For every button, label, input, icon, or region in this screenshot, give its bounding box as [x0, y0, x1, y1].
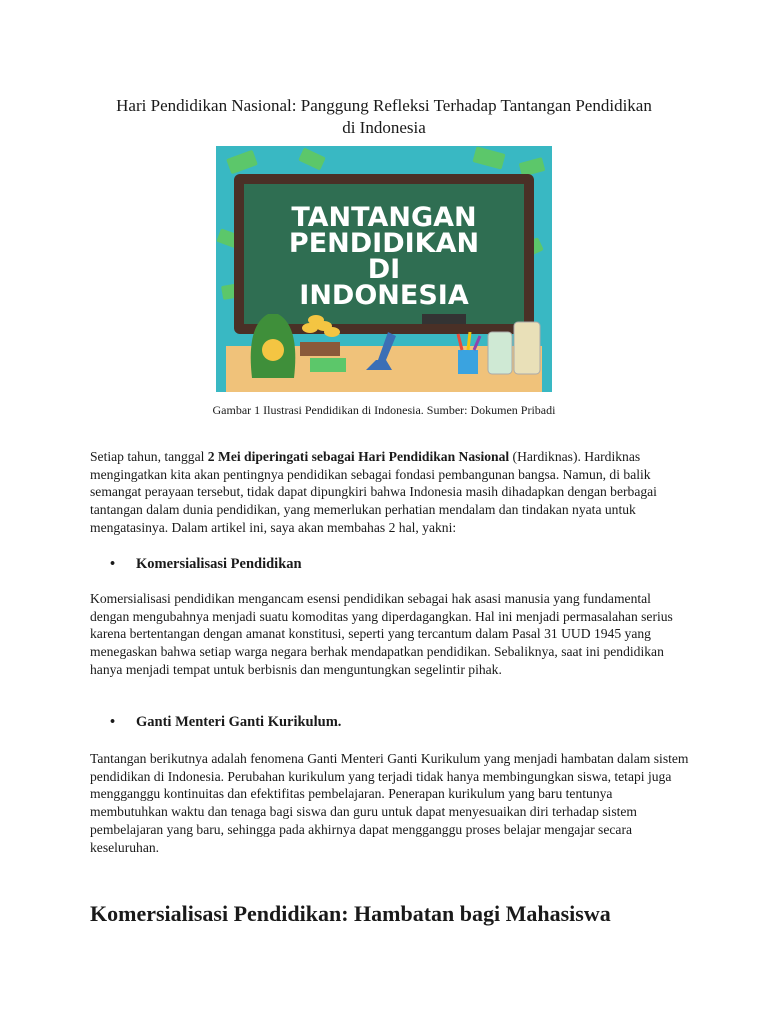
- bullet-item-1: [110, 556, 302, 573]
- pencil-cup: [458, 350, 478, 374]
- box: [300, 342, 340, 356]
- paragraph-kurikulum: Tantangan berikutnya adalah fenomena Ganti Menteri Ganti Kurikulum yang menjadi hambatan dalam sistem pendidikan di Indonesia. Perubahan kurikulum yang terjadi tidak hanya membingungkan siswa, tetapi juga mengganggu kontinuitas dan efektifitas pembelajaran. Penerapan kurikulum yang baru tentunya membutuhkan waktu dan tenaga bagi siswa dan guru untuk dapat menyesuaikan diri terhadap sistem pembelajaran yang baru, sehingga pada akhirnya dapat mengganggu proses belajar mengajar secara keseluruhan.: [90, 751, 689, 855]
- figure-line-3: DI: [367, 254, 401, 285]
- bullet-dot-icon: •: [110, 556, 116, 572]
- figure-caption: Gambar 1 Ilustrasi Pendidikan di Indonesia. Sumber: Dokumen Pribadi: [212, 403, 556, 417]
- paragraph-komersialisasi: Komersialisasi pendidikan mengancam esensi pendidikan sebagai hak asasi manusia yang fundamental dengan mengubahnya menjadi suatu komoditas yang diperdagangkan. Hal ini menjadi permasalahan serius karena bertentangan dengan amanat konstitusi, seperti yang tercantum dalam Pasal 31 UUD 1945 yang menegaskan bahwa setiap warga negara berhak mendapatkan pendidikan. Sebaliknya, saat ini pendidikan hanya menjadi tempat untuk berbisnis dan menguntungkan segelintir pihak.: [90, 591, 673, 677]
- intro-bold-text: 2 Mei diperingati sebagai Hari Pendidikan Nasional: [207, 449, 510, 464]
- section-heading: Komersialisasi Pendidikan: Hambatan bagi Mahasiswa: [90, 901, 611, 926]
- bullet-dot-icon: •: [110, 714, 116, 730]
- intro-text-end: (Hardiknas). Hardiknas mengingatkan kita akan pentingnya pendidikan sebagai fondasi pembangunan bangsa. Namun, di balik semangat perayaan tersebut, tidak dapat dipungkiri bahwa Indonesia masih dihadapkan dengan berbagai tantangan dalam dunia pendidikan, yang memerlukan perhatian mendalam dan tindakan nyata untuk mengatasinya. Dalam artikel ini, saya akan membahas 2 hal, yakni:: [90, 449, 657, 535]
- cash-stack: [310, 358, 346, 372]
- bullet-label-1: Komersialisasi Pendidikan: [136, 556, 302, 572]
- chalkboard-illustration: [216, 146, 552, 392]
- figure-line-2: PENDIDIKAN: [288, 228, 480, 259]
- bullet-label-2: Ganti Menteri Ganti Kurikulum.: [136, 714, 342, 730]
- bullet-item-2: [110, 714, 341, 731]
- intro-text-start: Setiap tahun, tanggal: [90, 449, 208, 464]
- figure-line-1: TANTANGAN: [291, 202, 477, 233]
- document-title: Hari Pendidikan Nasional: Panggung Refleksi Terhadap Tantangan Pendidikan di Indonesia: [116, 96, 652, 137]
- figure-line-4: INDONESIA: [299, 280, 469, 311]
- illustration-figure: [216, 146, 552, 392]
- jar-1: [488, 332, 512, 374]
- eraser: [422, 314, 466, 324]
- intro-paragraph: [90, 448, 690, 537]
- jar-2: [514, 322, 540, 374]
